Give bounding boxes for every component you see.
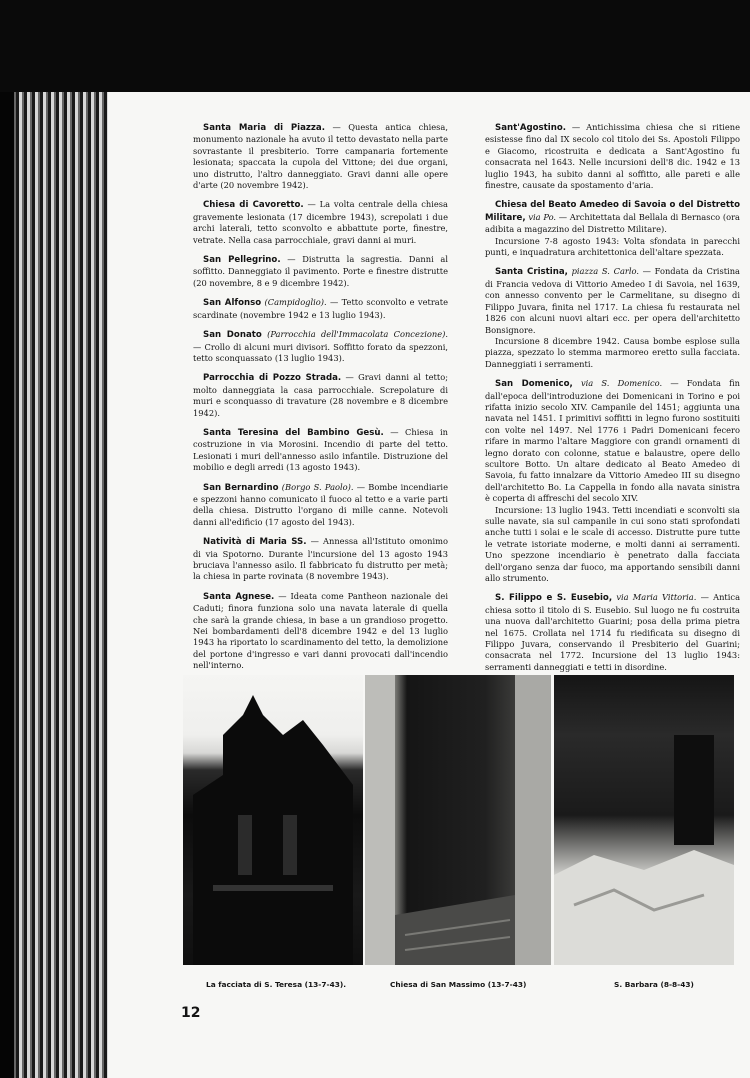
book-binding-shadow bbox=[0, 92, 14, 1078]
entry-title: Santa Maria di Piazza. bbox=[203, 123, 325, 133]
entry-body: — Crollo di alcuni muri divisori. Soffitto forato da spezzoni, tetto sconquassato (13 luglio 1943). bbox=[193, 341, 448, 363]
church-entry bbox=[193, 254, 448, 289]
entry-body: — Gravi danni al tetto; molto danneggiata la casa parrocchiale. Screpolature di muri e sconquasso di travature (28 novembre e 8 dicembre 1942). bbox=[193, 372, 449, 418]
church-entry bbox=[485, 199, 740, 258]
entry-title: Natività di Maria SS. bbox=[203, 537, 307, 548]
church-entry bbox=[193, 482, 448, 529]
entry-location: piazza S. Carlo. bbox=[571, 266, 639, 277]
entry-title: San Alfonso bbox=[203, 298, 262, 309]
church-entry bbox=[193, 199, 448, 246]
entry-body: — Architettata dal Bellala di Bernasco (ora adibita a magazzino del Distretto Militare). bbox=[485, 211, 740, 235]
church-entry bbox=[193, 372, 448, 419]
entry-body: — Distrutta la sagrestia. Danni al soffitto. Danneggiato il pavimento. Porte e finestre distrutte (20 novembre, 8 e 9 dicembre 1942). bbox=[193, 254, 448, 288]
church-entry bbox=[193, 329, 448, 364]
book-page-edges bbox=[0, 92, 112, 1078]
entry-title: San Bernardino bbox=[203, 482, 279, 493]
photo-santa-barbara bbox=[554, 675, 734, 965]
entry-title: Santa Teresina del Bambino Gesù. bbox=[203, 427, 384, 438]
ruins-icon bbox=[554, 675, 734, 965]
entry-title: San Pellegrino. bbox=[203, 255, 281, 266]
entry-title: S. Filippo e S. Eusebio, bbox=[495, 593, 613, 604]
church-entry bbox=[485, 266, 740, 370]
entry-incursion: Incursione: 13 luglio 1943. Tetti incendiati e sconvolti sia sulle navate, sia sul campanile in cui sono stati sprofondati anche tutti i solai e le scale di accesso. Distrutte pure tutte le vetrate istoriate moderne, e molti danni ai serramenti. Uno spezzone incendiario è penetrato dalla facciata dell'organo senza dar fuoco, ma apportando sensibili danni allo strumento. bbox=[485, 504, 740, 584]
facade-silhouette-icon bbox=[183, 675, 363, 965]
right-text-column bbox=[485, 122, 740, 681]
entry-location: via Po. bbox=[528, 211, 557, 222]
entry-body: — Questa antica chiesa, monumento nazionale ha avuto il tetto devastato nella parte sovrastante il presbiterio. Torre campanaria fortemente lesionata; spaccata la cupola del Vittone; dei due organi, uno distrutto, l'altro danneggiato. Gravi danni alle opere d'arte (20 novembre 1942). bbox=[193, 122, 449, 191]
book-page bbox=[108, 92, 750, 1078]
entry-title: Parrocchia di Pozzo Strada. bbox=[203, 373, 342, 384]
entry-body: — La volta centrale della chiesa gravemente lesionata (17 dicembre 1943), screpolati i due archi laterali, tetto sconvolto e abbattute porte, finestre, vetrate. Nella casa parrocchiale, gravi danni ai muri. bbox=[193, 199, 448, 245]
entry-title: Sant'Agostino. bbox=[495, 123, 567, 133]
church-entry bbox=[485, 378, 740, 584]
entry-location: via Maria Vittoria. bbox=[616, 592, 697, 603]
church-entry bbox=[485, 122, 740, 191]
entry-body: — Tetto sconvolto e vetrate scardinate (novembre 1942 e 13 luglio 1943). bbox=[193, 297, 449, 320]
page-number: 12 bbox=[181, 1005, 201, 1021]
church-entry bbox=[193, 122, 448, 191]
entry-incursion: Incursione 7-8 agosto 1943: Volta sfondata in parecchi punti, e inquadratura architettonica dell'altare spezzata. bbox=[485, 235, 740, 258]
entry-title: Chiesa di Cavoretto. bbox=[203, 200, 304, 211]
church-entry bbox=[485, 592, 740, 673]
entry-body: — Fondata da Cristina di Francia vedova di Vittorio Amedeo I di Savoia, nel 1639, con annesso convento per le Carmelitane, su disegno di Filippo Juvara, finita nel 1717. La chiesa fu restaurata nel 1826 con alcuni nuovi altari ecc. per opera dell'architetto Bonsignore. bbox=[485, 266, 740, 335]
entry-title: Santa Agnese. bbox=[203, 591, 275, 602]
entry-incursion: Incursione 8 dicembre 1942. Causa bombe esplose sulla piazza, spezzato lo stemma marmoreo eretto sulla facciata. Danneggiati i serramenti. bbox=[485, 335, 740, 369]
church-entry bbox=[193, 591, 448, 672]
entry-title: Santa Cristina, bbox=[495, 267, 568, 278]
entry-body: — Antica chiesa sotto il titolo di S. Eusebio. Sul luogo ne fu costruita una nuova dall'architetto Guarini; posa della prima pietra nel 1675. Crollata nel 1714 fu riedificata su disegno di Filippo Juvara, conservando il Presbiterio del Guarini; consacrata nel 1772. Incursione del 13 luglio 1943: serramenti danneggiati e tetti in disordine. bbox=[485, 592, 741, 672]
entry-body: — Antichissima chiesa che si ritiene esistesse fino dal IX secolo col titolo dei Ss. Apostoli Filippo e Giacomo, ricostruita e dedicata a Sant'Agostino fu consacrata nel 1643. Nelle incursioni dell'8 dic. 1942 e 13 luglio 1943, ha subito danni al soffitto, alle pareti e alle finestre, causate da spostamento d'aria. bbox=[485, 122, 740, 191]
church-entry bbox=[193, 427, 448, 474]
column-interior-icon bbox=[365, 675, 551, 965]
entry-location: via S. Domenico. bbox=[580, 378, 663, 389]
entry-location: (Campidoglio). bbox=[264, 297, 327, 308]
photo-caption: S. Barbara (8-8-43) bbox=[614, 980, 694, 989]
entry-title: San Donato bbox=[203, 330, 262, 341]
entry-location: (Parrocchia dell'Immacolata Concezione). bbox=[267, 329, 449, 340]
scan-top-border bbox=[0, 0, 750, 92]
photo-san-massimo-interior bbox=[365, 675, 551, 965]
entry-body: — Chiesa in costruzione in via Morosini. Incendio di parte del tetto. Lesionati i muri dell'annesso asilo infantile. Distruzione del mobilio e degli arredi (13 agosto 1943). bbox=[193, 426, 448, 473]
photo-santa-teresa-facade bbox=[183, 675, 363, 965]
entry-location: (Borgo S. Paolo). bbox=[281, 481, 354, 492]
left-text-column bbox=[193, 122, 448, 680]
entry-body: — Fondata fin dall'epoca dell'introduzione dei Domenicani in Torino e poi rifatta inizio secolo XIV. Campanile del 1451; aggiunta una navata nel 1451. I primitivi soffitti in legno furono sostituiti con volte nel 1497. Nel 1776 i Padri Domenicani fecero rifare in marmo l'altare Maggiore con grandi ornamenti di legno dorato con colonne, statue e balaustre, opere dello scultore Botto. Un altare dedicato al Beato Amedeo di Savoia, fu fatto innalzare da Vittorio Amedeo III su disegno dell'architetto Bo. La Cappella in fondo alla navata sinistra è coperta di affreschi del secolo XIV. bbox=[485, 378, 740, 504]
entry-body: — Bombe incendiarie e spezzoni hanno comunicato il fuoco al tetto e a varie parti della chiesa. Distrutto l'organo di mille canne. Notevoli danni all'edificio (17 agosto del 1943). bbox=[193, 481, 448, 527]
church-entry bbox=[193, 297, 448, 321]
entry-title: San Domenico, bbox=[495, 379, 573, 390]
entry-body: — Annessa all'Istituto omonimo di via Spotorno. Durante l'incursione del 13 agosto 1943 bruciava l'annesso asilo. Il fabbricato fu distrutto per metà; la chiesa in parte rovinata (8 novembre 1943). bbox=[193, 536, 448, 582]
entry-body: — Ideata come Pantheon nazionale dei Caduti; finora funziona solo una navata laterale di quella che sarà la grande chiesa, in base a un grandioso progetto. Nei bombardamenti dell'8 dicembre 1942 e del 13 luglio 1943 ha riportato lo scardinamento del tetto, la demolizione del portone d'ingresso e vari danni provocati dall'incendio nell'interno. bbox=[193, 590, 448, 671]
entry-title: Chiesa del Beato Amedeo di Savoia o del Distretto Militare, bbox=[485, 200, 740, 223]
church-entry bbox=[193, 536, 448, 583]
photo-caption: La facciata di S. Teresa (13-7-43). bbox=[206, 980, 347, 989]
photo-caption: Chiesa di San Massimo (13-7-43) bbox=[390, 980, 527, 989]
